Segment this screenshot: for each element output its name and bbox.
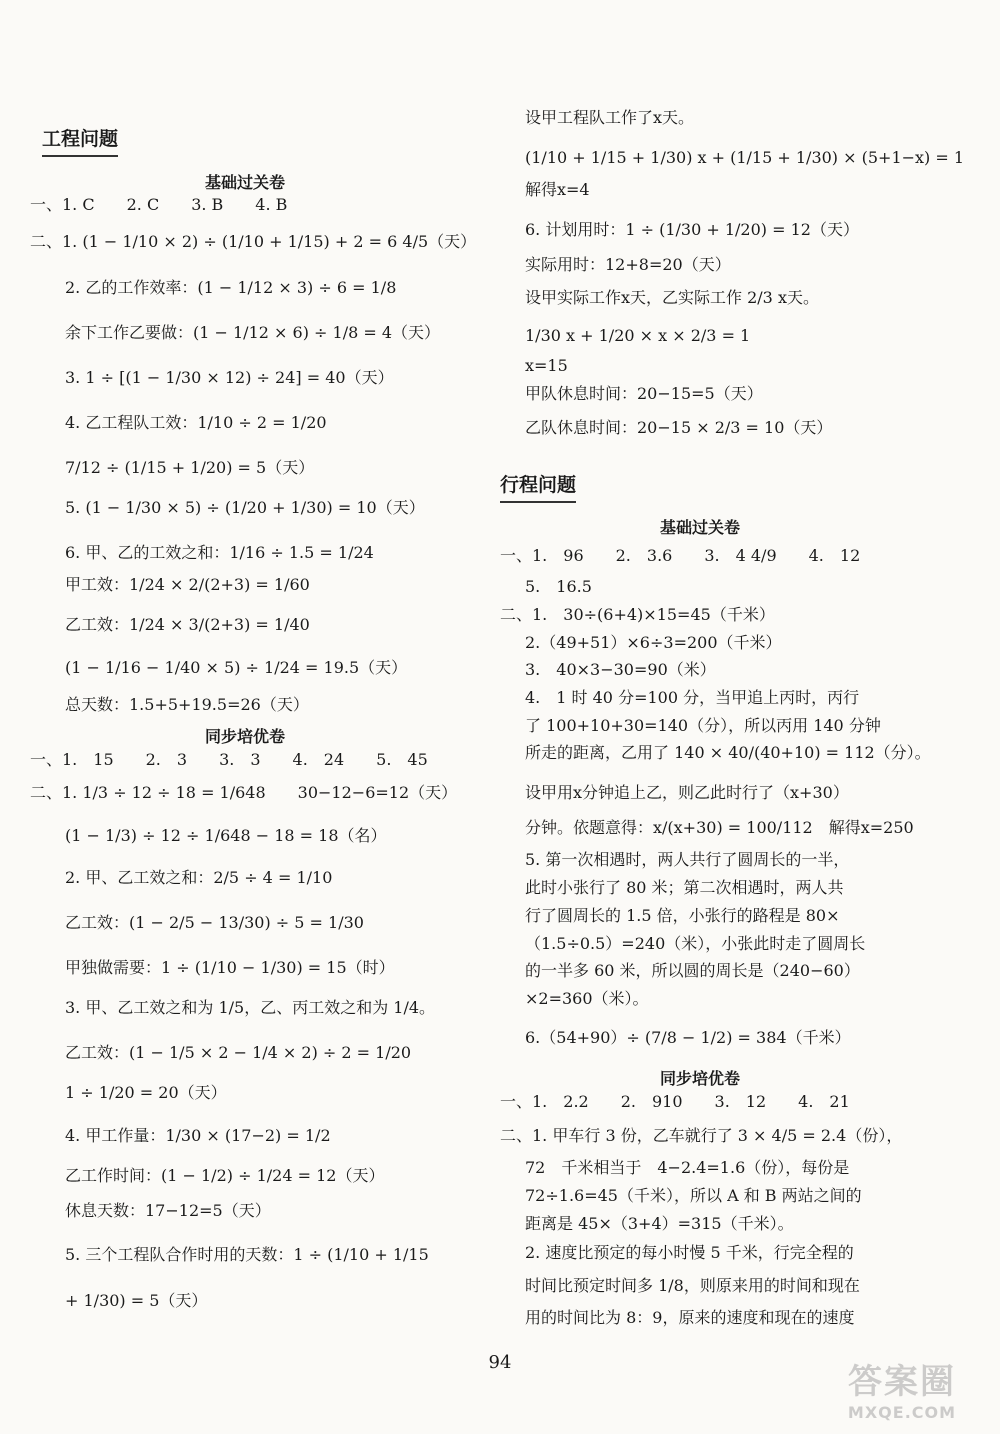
answer-line: 7/12 ÷ (1/15 + 1/20) = 5（天） <box>65 458 315 477</box>
answer-line: 1/30 x + 1/20 × x × 2/3 = 1 <box>525 326 751 345</box>
answer-line: 分钟。依题意得：x/(x+30) = 100/112 解得x=250 <box>525 818 914 837</box>
answer-line: + 1/30) = 5（天） <box>65 1291 208 1310</box>
answer-line: 5. 第一次相遇时，两人共行了圆周长的一半， <box>525 850 850 869</box>
answer-line: 甲独做需要：1 ÷ (1/10 − 1/30) = 15（时） <box>65 958 395 977</box>
answer-line: 乙工作时间：(1 − 1/2) ÷ 1/24 = 12（天） <box>65 1166 385 1185</box>
subheading-advanced: 同步培优卷 <box>659 1069 740 1088</box>
answer-line: 5. (1 − 1/30 × 5) ÷ (1/20 + 1/30) = 10（天） <box>65 498 425 517</box>
answer-line: 6.（54+90）÷ (7/8 − 1/2) = 384（千米） <box>525 1028 851 1047</box>
answer-line: 设甲工程队工作了x天。 <box>525 108 695 127</box>
answer-line: 甲队休息时间：20−15=5（天） <box>525 384 763 403</box>
answer-line: 2.（49+51）×6÷3=200（千米） <box>525 633 782 652</box>
answer-line: 3. 40×3−30=90（米） <box>525 660 716 679</box>
answer-line: 2. 乙的工作效率：(1 − 1/12 × 3) ÷ 6 = 1/8 <box>65 278 397 297</box>
answer-line: (1 − 1/3) ÷ 12 ÷ 1/648 − 18 = 18（名） <box>65 826 387 845</box>
watermark-top: 答案圈 <box>848 1362 956 1402</box>
section-title-engineering: 工程问题 <box>42 124 118 157</box>
answer-line: 用的时间比为 8：9，原来的速度和现在的速度 <box>525 1308 855 1327</box>
answer-line: 解得x=4 <box>525 180 590 199</box>
watermark-logo <box>832 1354 972 1424</box>
answer-line: 4. 1 时 40 分=100 分，当甲追上丙时，丙行 <box>525 688 860 707</box>
answer-line: 72÷1.6=45（千米），所以 A 和 B 两站之间的 <box>525 1186 862 1205</box>
answer-line: 4. 乙工程队工效：1/10 ÷ 2 = 1/20 <box>65 413 327 432</box>
answer-line: （1.5÷0.5）=240（米），小张此时走了圆周长 <box>525 934 866 953</box>
answer-line: 3. 甲、乙工效之和为 1/5，乙、丙工效之和为 1/4。 <box>65 998 436 1017</box>
answer-line: 时间比预定时间多 1/8，则原来用的时间和现在 <box>525 1276 860 1295</box>
answer-line: 2. 速度比预定的每小时慢 5 千米，行完全程的 <box>525 1243 854 1262</box>
answer-line: 实际用时：12+8=20（天） <box>525 255 731 274</box>
answer-line: 一、1. C 2. C 3. B 4. B <box>30 195 288 214</box>
answer-line: 所走的距离，乙用了 140 × 40/(40+10) = 112（分）。 <box>525 743 931 762</box>
answer-line: x=15 <box>525 356 568 375</box>
subheading-basic: 基础过关卷 <box>204 173 285 192</box>
answer-line: 乙工效：(1 − 1/5 × 2 − 1/4 × 2) ÷ 2 = 1/20 <box>65 1043 412 1062</box>
answer-line: 总天数：1.5+5+19.5=26（天） <box>65 695 309 714</box>
answer-line: 休息天数：17−12=5（天） <box>65 1201 271 1220</box>
answer-line: 行了圆周长的 1.5 倍，小张行的路程是 80× <box>525 906 840 925</box>
answer-line: 乙队休息时间：20−15 × 2/3 = 10（天） <box>525 418 833 437</box>
answer-line: 二、1. 1/3 ÷ 12 ÷ 18 = 1/648 30−12−6=12（天） <box>30 783 458 802</box>
answer-line: (1/10 + 1/15 + 1/30) x + (1/15 + 1/30) × (5+1−x) = 1 <box>525 148 965 167</box>
answer-line: 乙工效：(1 − 2/5 − 13/30) ÷ 5 = 1/30 <box>65 913 364 932</box>
answer-line: 一、1. 15 2. 3 3. 3 4. 24 5. 45 <box>30 750 428 769</box>
answer-line: 甲工效：1/24 × 2/(2+3) = 1/60 <box>65 575 310 594</box>
answer-line: 余下工作乙要做：(1 − 1/12 × 6) ÷ 1/8 = 4（天） <box>65 323 441 342</box>
page-number: 94 <box>488 1352 512 1373</box>
answer-line: 一、1. 96 2. 3.6 3. 4 4/9 4. 12 <box>500 546 861 565</box>
answer-line: 二、1. (1 − 1/10 × 2) ÷ (1/10 + 1/15) + 2 = 6 4/5（天） <box>30 232 477 251</box>
answer-line: 4. 甲工作量：1/30 × (17−2) = 1/2 <box>65 1126 331 1145</box>
answer-line: 乙工效：1/24 × 3/(2+3) = 1/40 <box>65 615 310 634</box>
answer-line: 二、1. 甲车行 3 份，乙车就行了 3 × 4/5 = 2.4（份）， <box>500 1126 903 1145</box>
answer-line: 5. 16.5 <box>525 577 592 596</box>
answer-line: 2. 甲、乙工效之和：2/5 ÷ 4 = 1/10 <box>65 868 333 887</box>
answer-line: 此时小张行了 80 米；第二次相遇时，两人共 <box>525 878 844 897</box>
watermark-bottom: MXQE.COM <box>847 1403 957 1422</box>
subheading-advanced: 同步培优卷 <box>204 727 285 746</box>
answer-line: 的一半多 60 米，所以圆的周长是（240−60） <box>525 961 860 980</box>
answer-line: 一、1. 2.2 2. 910 3. 12 4. 21 <box>500 1092 850 1111</box>
answer-line: 设甲用x分钟追上乙，则乙此时行了（x+30） <box>525 783 849 802</box>
answer-line: 6. 计划用时：1 ÷ (1/30 + 1/20) = 12（天） <box>525 220 859 239</box>
answer-line: 72 千米相当于 4−2.4=1.6（份），每份是 <box>525 1158 850 1177</box>
answer-line: 了 100+10+30=140（分），所以丙用 140 分钟 <box>525 716 881 735</box>
answer-line: ×2=360（米）。 <box>525 989 649 1008</box>
answer-line: (1 − 1/16 − 1/40 × 5) ÷ 1/24 = 19.5（天） <box>65 658 408 677</box>
answer-line: 设甲实际工作x天，乙实际工作 2/3 x天。 <box>525 288 819 307</box>
section-title-travel: 行程问题 <box>500 470 576 503</box>
subheading-basic: 基础过关卷 <box>659 518 740 537</box>
answer-line: 二、1. 30÷(6+4)×15=45（千米） <box>500 605 775 624</box>
answer-line: 3. 1 ÷ [(1 − 1/30 × 12) ÷ 24] = 40（天） <box>65 368 394 387</box>
answer-line: 5. 三个工程队合作时用的天数：1 ÷ (1/10 + 1/15 <box>65 1245 429 1264</box>
answer-line: 6. 甲、乙的工效之和：1/16 ÷ 1.5 = 1/24 <box>65 543 374 562</box>
answer-line: 1 ÷ 1/20 = 20（天） <box>65 1083 227 1102</box>
answer-line: 距离是 45×（3+4）=315（千米）。 <box>525 1214 794 1233</box>
